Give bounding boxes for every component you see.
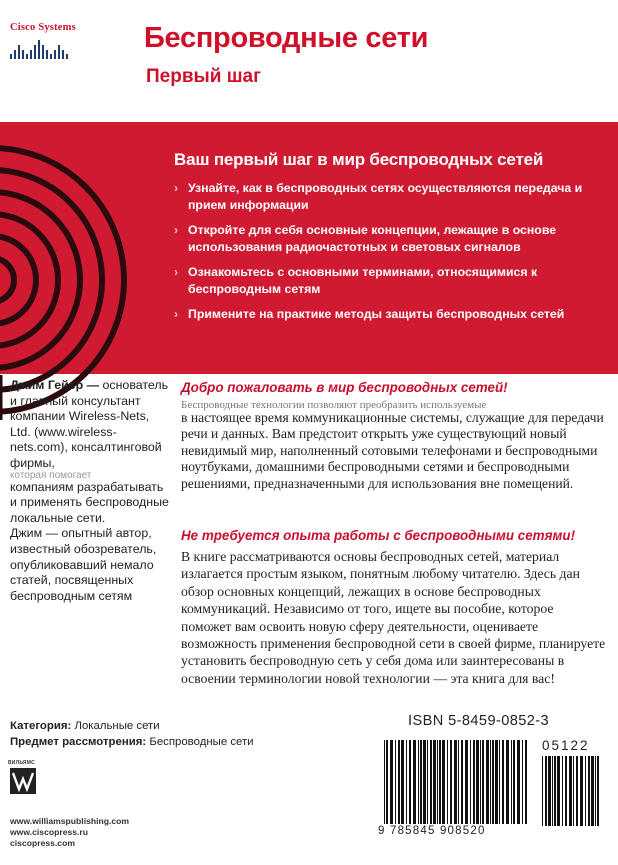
author-name: Джим Гейер — xyxy=(10,378,100,392)
author-text-2: компаниям разрабатывать и применять беспроводные локальные сети. xyxy=(10,479,169,525)
welcome-paragraph xyxy=(181,400,606,492)
welcome-heading: Добро пожаловать в мир беспроводных сетей! xyxy=(181,380,508,395)
url-line: www.ciscopress.ru xyxy=(10,827,89,837)
isbn: ISBN 5-8459-0852-3 xyxy=(408,713,550,729)
category-line: Категория: Локальные сети xyxy=(10,720,160,732)
bullet-arrow-icon: › xyxy=(174,307,179,321)
no-experience-paragraph: В книге рассматриваются основы беспроводных сетей, материал излагается простым языком, понятным любому читателю. Здесь дан обзор основных концепций, лежащих в основе беспроводных коммуникаций. Независимо от того, ищете вы пособие, которое поможет вам освоить новую сферу деятельности, оцениваете возможность применения беспроводной сети в своей фирме, планируете установить беспроводную сеть у себя дома или заинтересованы в освоении терминологии новой технологии — эта книга для вас! xyxy=(181,549,606,686)
wireless-signal-icon xyxy=(0,120,140,420)
bio-faded-line: которая помогает xyxy=(10,469,92,481)
feature-list xyxy=(174,180,594,331)
feature-item: › Ознакомьтесь с основными терминами, относящимися к беспроводным сетям xyxy=(174,265,538,296)
welcome-faded-line: Беспроводные технологии позволяют преобразить используемые xyxy=(181,399,487,411)
book-meta xyxy=(10,718,254,750)
url-line: ciscopress.com xyxy=(10,838,75,848)
author-bio xyxy=(10,378,170,604)
feature-item: › Узнайте, как в беспроводных сетях осуществляются передача и прием информации xyxy=(174,181,583,212)
feature-item: › Откройте для себя основные концепции, лежащие в основе использования радиочастотных и световых сигналов xyxy=(174,223,557,254)
feature-item: › Примените на практике методы защиты беспроводных сетей xyxy=(174,307,565,321)
bullet-arrow-icon: › xyxy=(174,181,179,195)
bullet-arrow-icon: › xyxy=(174,265,179,279)
publisher-urls xyxy=(10,816,129,849)
addon-barcode-icon xyxy=(542,756,600,826)
author-text-3: Джим — опытный автор, известный обозреватель, опубликовавший немало статей, посвященных беспроводным сетям xyxy=(10,526,157,603)
barcode-digits: 9 785845 908520 xyxy=(378,825,486,837)
author-text-1: основатель и главный консультант компании Wireless-Nets, Ltd. (www.wireless-nets.com), консалтинговой фирмы, xyxy=(10,378,169,470)
no-experience-heading: Не требуется опыта работы с беспроводными сетями! xyxy=(181,528,576,543)
logo-bars-icon xyxy=(10,39,94,59)
publisher-logo xyxy=(10,22,94,59)
ean-barcode-icon xyxy=(384,740,529,824)
book-subtitle: Первый шаг xyxy=(146,66,262,87)
publisher-mark-icon xyxy=(10,768,36,794)
barcode xyxy=(374,734,610,862)
welcome-body: в настоящее время коммуникационные системы, служащие для передачи речи и данных. Вам предстоит открыть уже существующий новый невидимый мир, наполненный сотовыми телефонами и беспроводными ноутбуками, домашними беспроводными сетями и беспроводными решениями, предназначенными для использования вне помещений. xyxy=(181,410,604,491)
publisher-mark-label: ВИЛЬЯМС xyxy=(8,760,35,766)
logo-text: Cisco Systems xyxy=(10,22,76,33)
subject-line: Предмет рассмотрения: Беспроводные сети xyxy=(10,736,254,748)
band-heading: Ваш первый шаг в мир беспроводных сетей xyxy=(174,150,544,169)
book-title: Беспроводные сети xyxy=(144,22,429,54)
bullet-arrow-icon: › xyxy=(174,223,179,237)
barcode-addon-digits: 05122 xyxy=(542,738,590,753)
url-line: www.williamspublishing.com xyxy=(10,816,130,826)
